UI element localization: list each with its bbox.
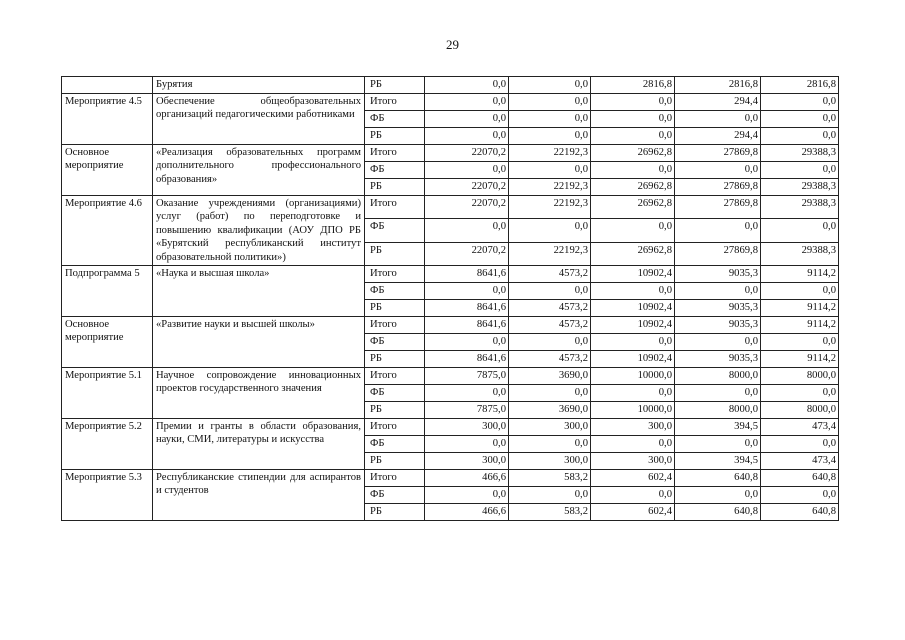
- funding-source: Итого: [365, 145, 425, 162]
- amount-cell: 9035,3: [675, 351, 761, 368]
- amount-cell: 0,0: [425, 334, 509, 351]
- amount-cell: 8000,0: [675, 368, 761, 385]
- amount-cell: 0,0: [675, 436, 761, 453]
- amount-cell: 0,0: [509, 487, 591, 504]
- amount-cell: 0,0: [425, 128, 509, 145]
- amount-cell: 29388,3: [761, 196, 839, 219]
- amount-cell: 0,0: [675, 219, 761, 242]
- amount-cell: 0,0: [761, 219, 839, 242]
- amount-cell: 294,4: [675, 128, 761, 145]
- program-description: Республиканские стипендии для аспирантов и студентов: [153, 470, 365, 521]
- funding-source: Итого: [365, 317, 425, 334]
- amount-cell: 466,6: [425, 504, 509, 521]
- amount-cell: 2816,8: [591, 77, 675, 94]
- amount-cell: 294,4: [675, 94, 761, 111]
- amount-cell: 640,8: [675, 504, 761, 521]
- amount-cell: 0,0: [761, 436, 839, 453]
- amount-cell: 10000,0: [591, 368, 675, 385]
- funding-source: РБ: [365, 77, 425, 94]
- amount-cell: 394,5: [675, 453, 761, 470]
- amount-cell: 26962,8: [591, 196, 675, 219]
- amount-cell: 10902,4: [591, 317, 675, 334]
- funding-source: ФБ: [365, 111, 425, 128]
- amount-cell: 640,8: [761, 504, 839, 521]
- amount-cell: 0,0: [509, 283, 591, 300]
- amount-cell: 0,0: [591, 219, 675, 242]
- table-row: [62, 196, 839, 219]
- amount-cell: 0,0: [591, 162, 675, 179]
- amount-cell: 466,6: [425, 470, 509, 487]
- funding-source: РБ: [365, 504, 425, 521]
- amount-cell: 0,0: [675, 283, 761, 300]
- amount-cell: 0,0: [425, 487, 509, 504]
- amount-cell: 4573,2: [509, 317, 591, 334]
- amount-cell: 27869,8: [675, 196, 761, 219]
- amount-cell: 8641,6: [425, 266, 509, 283]
- amount-cell: 0,0: [425, 219, 509, 242]
- amount-cell: 0,0: [509, 128, 591, 145]
- amount-cell: 602,4: [591, 470, 675, 487]
- funding-source: ФБ: [365, 219, 425, 242]
- amount-cell: 640,8: [675, 470, 761, 487]
- amount-cell: 0,0: [591, 385, 675, 402]
- amount-cell: 0,0: [591, 283, 675, 300]
- amount-cell: 473,4: [761, 419, 839, 436]
- amount-cell: 0,0: [509, 334, 591, 351]
- amount-cell: 8000,0: [675, 402, 761, 419]
- funding-source: РБ: [365, 402, 425, 419]
- amount-cell: 640,8: [761, 470, 839, 487]
- amount-cell: 10902,4: [591, 300, 675, 317]
- amount-cell: 394,5: [675, 419, 761, 436]
- amount-cell: 4573,2: [509, 351, 591, 368]
- table-row: [62, 317, 839, 334]
- table-body: [62, 77, 839, 521]
- amount-cell: 0,0: [509, 219, 591, 242]
- amount-cell: 26962,8: [591, 145, 675, 162]
- amount-cell: 0,0: [425, 111, 509, 128]
- amount-cell: 10902,4: [591, 266, 675, 283]
- amount-cell: 27869,8: [675, 145, 761, 162]
- page-number: 29: [446, 37, 459, 52]
- program-label: Мероприятие 4.5: [62, 94, 153, 145]
- amount-cell: 22070,2: [425, 242, 509, 265]
- table-row: [62, 266, 839, 283]
- program-description: Обеспечение общеобразовательных организаций педагогическими работниками: [153, 94, 365, 145]
- program-label: [62, 77, 153, 94]
- funding-source: РБ: [365, 351, 425, 368]
- amount-cell: 0,0: [761, 334, 839, 351]
- amount-cell: 0,0: [591, 111, 675, 128]
- amount-cell: 0,0: [591, 128, 675, 145]
- budget-table: [61, 76, 839, 521]
- amount-cell: 0,0: [425, 162, 509, 179]
- amount-cell: 9035,3: [675, 300, 761, 317]
- table-row: [62, 368, 839, 385]
- funding-source: ФБ: [365, 162, 425, 179]
- amount-cell: 0,0: [761, 128, 839, 145]
- amount-cell: 0,0: [761, 111, 839, 128]
- funding-source: РБ: [365, 179, 425, 196]
- amount-cell: 0,0: [761, 162, 839, 179]
- amount-cell: 22192,3: [509, 145, 591, 162]
- amount-cell: 602,4: [591, 504, 675, 521]
- table-row: [62, 470, 839, 487]
- program-label: Мероприятие 5.3: [62, 470, 153, 521]
- program-label: Основное мероприятие: [62, 145, 153, 196]
- amount-cell: 9114,2: [761, 266, 839, 283]
- amount-cell: 583,2: [509, 470, 591, 487]
- amount-cell: 29388,3: [761, 179, 839, 196]
- amount-cell: 22192,3: [509, 242, 591, 265]
- amount-cell: 300,0: [425, 453, 509, 470]
- amount-cell: 0,0: [675, 334, 761, 351]
- amount-cell: 0,0: [761, 283, 839, 300]
- amount-cell: 29388,3: [761, 242, 839, 265]
- amount-cell: 300,0: [509, 453, 591, 470]
- program-description: Премии и гранты в области образования, науки, СМИ, литературы и искусства: [153, 419, 365, 470]
- amount-cell: 7875,0: [425, 402, 509, 419]
- funding-source: Итого: [365, 419, 425, 436]
- funding-source: Итого: [365, 196, 425, 219]
- amount-cell: 8000,0: [761, 368, 839, 385]
- table-row: [62, 419, 839, 436]
- amount-cell: 0,0: [509, 77, 591, 94]
- amount-cell: 0,0: [675, 162, 761, 179]
- amount-cell: 0,0: [675, 111, 761, 128]
- amount-cell: 300,0: [591, 419, 675, 436]
- amount-cell: 10902,4: [591, 351, 675, 368]
- amount-cell: 0,0: [591, 487, 675, 504]
- amount-cell: 0,0: [591, 94, 675, 111]
- program-description: Научное сопровождение инновационных проектов государственного значения: [153, 368, 365, 419]
- program-label: Основное мероприятие: [62, 317, 153, 368]
- program-description: «Реализация образовательных программ дополнительного профессионального образования»: [153, 145, 365, 196]
- amount-cell: 4573,2: [509, 300, 591, 317]
- amount-cell: 22070,2: [425, 196, 509, 219]
- amount-cell: 8000,0: [761, 402, 839, 419]
- amount-cell: 8641,6: [425, 317, 509, 334]
- amount-cell: 583,2: [509, 504, 591, 521]
- amount-cell: 9035,3: [675, 266, 761, 283]
- amount-cell: 0,0: [509, 436, 591, 453]
- amount-cell: 0,0: [675, 487, 761, 504]
- program-label: Мероприятие 4.6: [62, 196, 153, 266]
- amount-cell: 4573,2: [509, 266, 591, 283]
- amount-cell: 0,0: [591, 334, 675, 351]
- program-description: Бурятия: [153, 77, 365, 94]
- amount-cell: 9114,2: [761, 300, 839, 317]
- amount-cell: 27869,8: [675, 179, 761, 196]
- amount-cell: 473,4: [761, 453, 839, 470]
- amount-cell: 0,0: [761, 94, 839, 111]
- funding-source: ФБ: [365, 334, 425, 351]
- amount-cell: 0,0: [509, 385, 591, 402]
- amount-cell: 0,0: [425, 436, 509, 453]
- amount-cell: 10000,0: [591, 402, 675, 419]
- funding-source: РБ: [365, 453, 425, 470]
- amount-cell: 8641,6: [425, 300, 509, 317]
- amount-cell: 0,0: [425, 385, 509, 402]
- amount-cell: 0,0: [425, 283, 509, 300]
- amount-cell: 7875,0: [425, 368, 509, 385]
- amount-cell: 0,0: [509, 111, 591, 128]
- amount-cell: 3690,0: [509, 402, 591, 419]
- funding-source: ФБ: [365, 283, 425, 300]
- funding-source: Итого: [365, 94, 425, 111]
- amount-cell: 300,0: [591, 453, 675, 470]
- amount-cell: 9114,2: [761, 317, 839, 334]
- funding-source: ФБ: [365, 436, 425, 453]
- amount-cell: 0,0: [761, 385, 839, 402]
- amount-cell: 2816,8: [675, 77, 761, 94]
- amount-cell: 9035,3: [675, 317, 761, 334]
- amount-cell: 8641,6: [425, 351, 509, 368]
- program-label: Мероприятие 5.2: [62, 419, 153, 470]
- funding-source: РБ: [365, 128, 425, 145]
- amount-cell: 0,0: [425, 94, 509, 111]
- amount-cell: 0,0: [425, 77, 509, 94]
- amount-cell: 0,0: [675, 385, 761, 402]
- amount-cell: 22070,2: [425, 179, 509, 196]
- amount-cell: 3690,0: [509, 368, 591, 385]
- funding-source: ФБ: [365, 385, 425, 402]
- amount-cell: 0,0: [509, 94, 591, 111]
- amount-cell: 9114,2: [761, 351, 839, 368]
- funding-source: Итого: [365, 368, 425, 385]
- program-description: «Развитие науки и высшей школы»: [153, 317, 365, 368]
- program-label: Подпрограмма 5: [62, 266, 153, 317]
- funding-source: Итого: [365, 470, 425, 487]
- funding-source: ФБ: [365, 487, 425, 504]
- amount-cell: 26962,8: [591, 179, 675, 196]
- funding-source: РБ: [365, 242, 425, 265]
- table-row: [62, 145, 839, 162]
- amount-cell: 22070,2: [425, 145, 509, 162]
- amount-cell: 29388,3: [761, 145, 839, 162]
- table-row: [62, 94, 839, 111]
- table-row: [62, 77, 839, 94]
- funding-source: РБ: [365, 300, 425, 317]
- funding-source: Итого: [365, 266, 425, 283]
- amount-cell: 0,0: [509, 162, 591, 179]
- amount-cell: 300,0: [509, 419, 591, 436]
- program-label: Мероприятие 5.1: [62, 368, 153, 419]
- amount-cell: 300,0: [425, 419, 509, 436]
- amount-cell: 27869,8: [675, 242, 761, 265]
- amount-cell: 26962,8: [591, 242, 675, 265]
- program-description: Оказание учреждениями (организациями) услуг (работ) по переподготовке и повышению квалификации (АОУ ДПО РБ «Бурятский республиканский институт образовательной политики»): [153, 196, 365, 266]
- amount-cell: 0,0: [591, 436, 675, 453]
- amount-cell: 0,0: [761, 487, 839, 504]
- amount-cell: 22192,3: [509, 196, 591, 219]
- amount-cell: 22192,3: [509, 179, 591, 196]
- program-description: «Наука и высшая школа»: [153, 266, 365, 317]
- amount-cell: 2816,8: [761, 77, 839, 94]
